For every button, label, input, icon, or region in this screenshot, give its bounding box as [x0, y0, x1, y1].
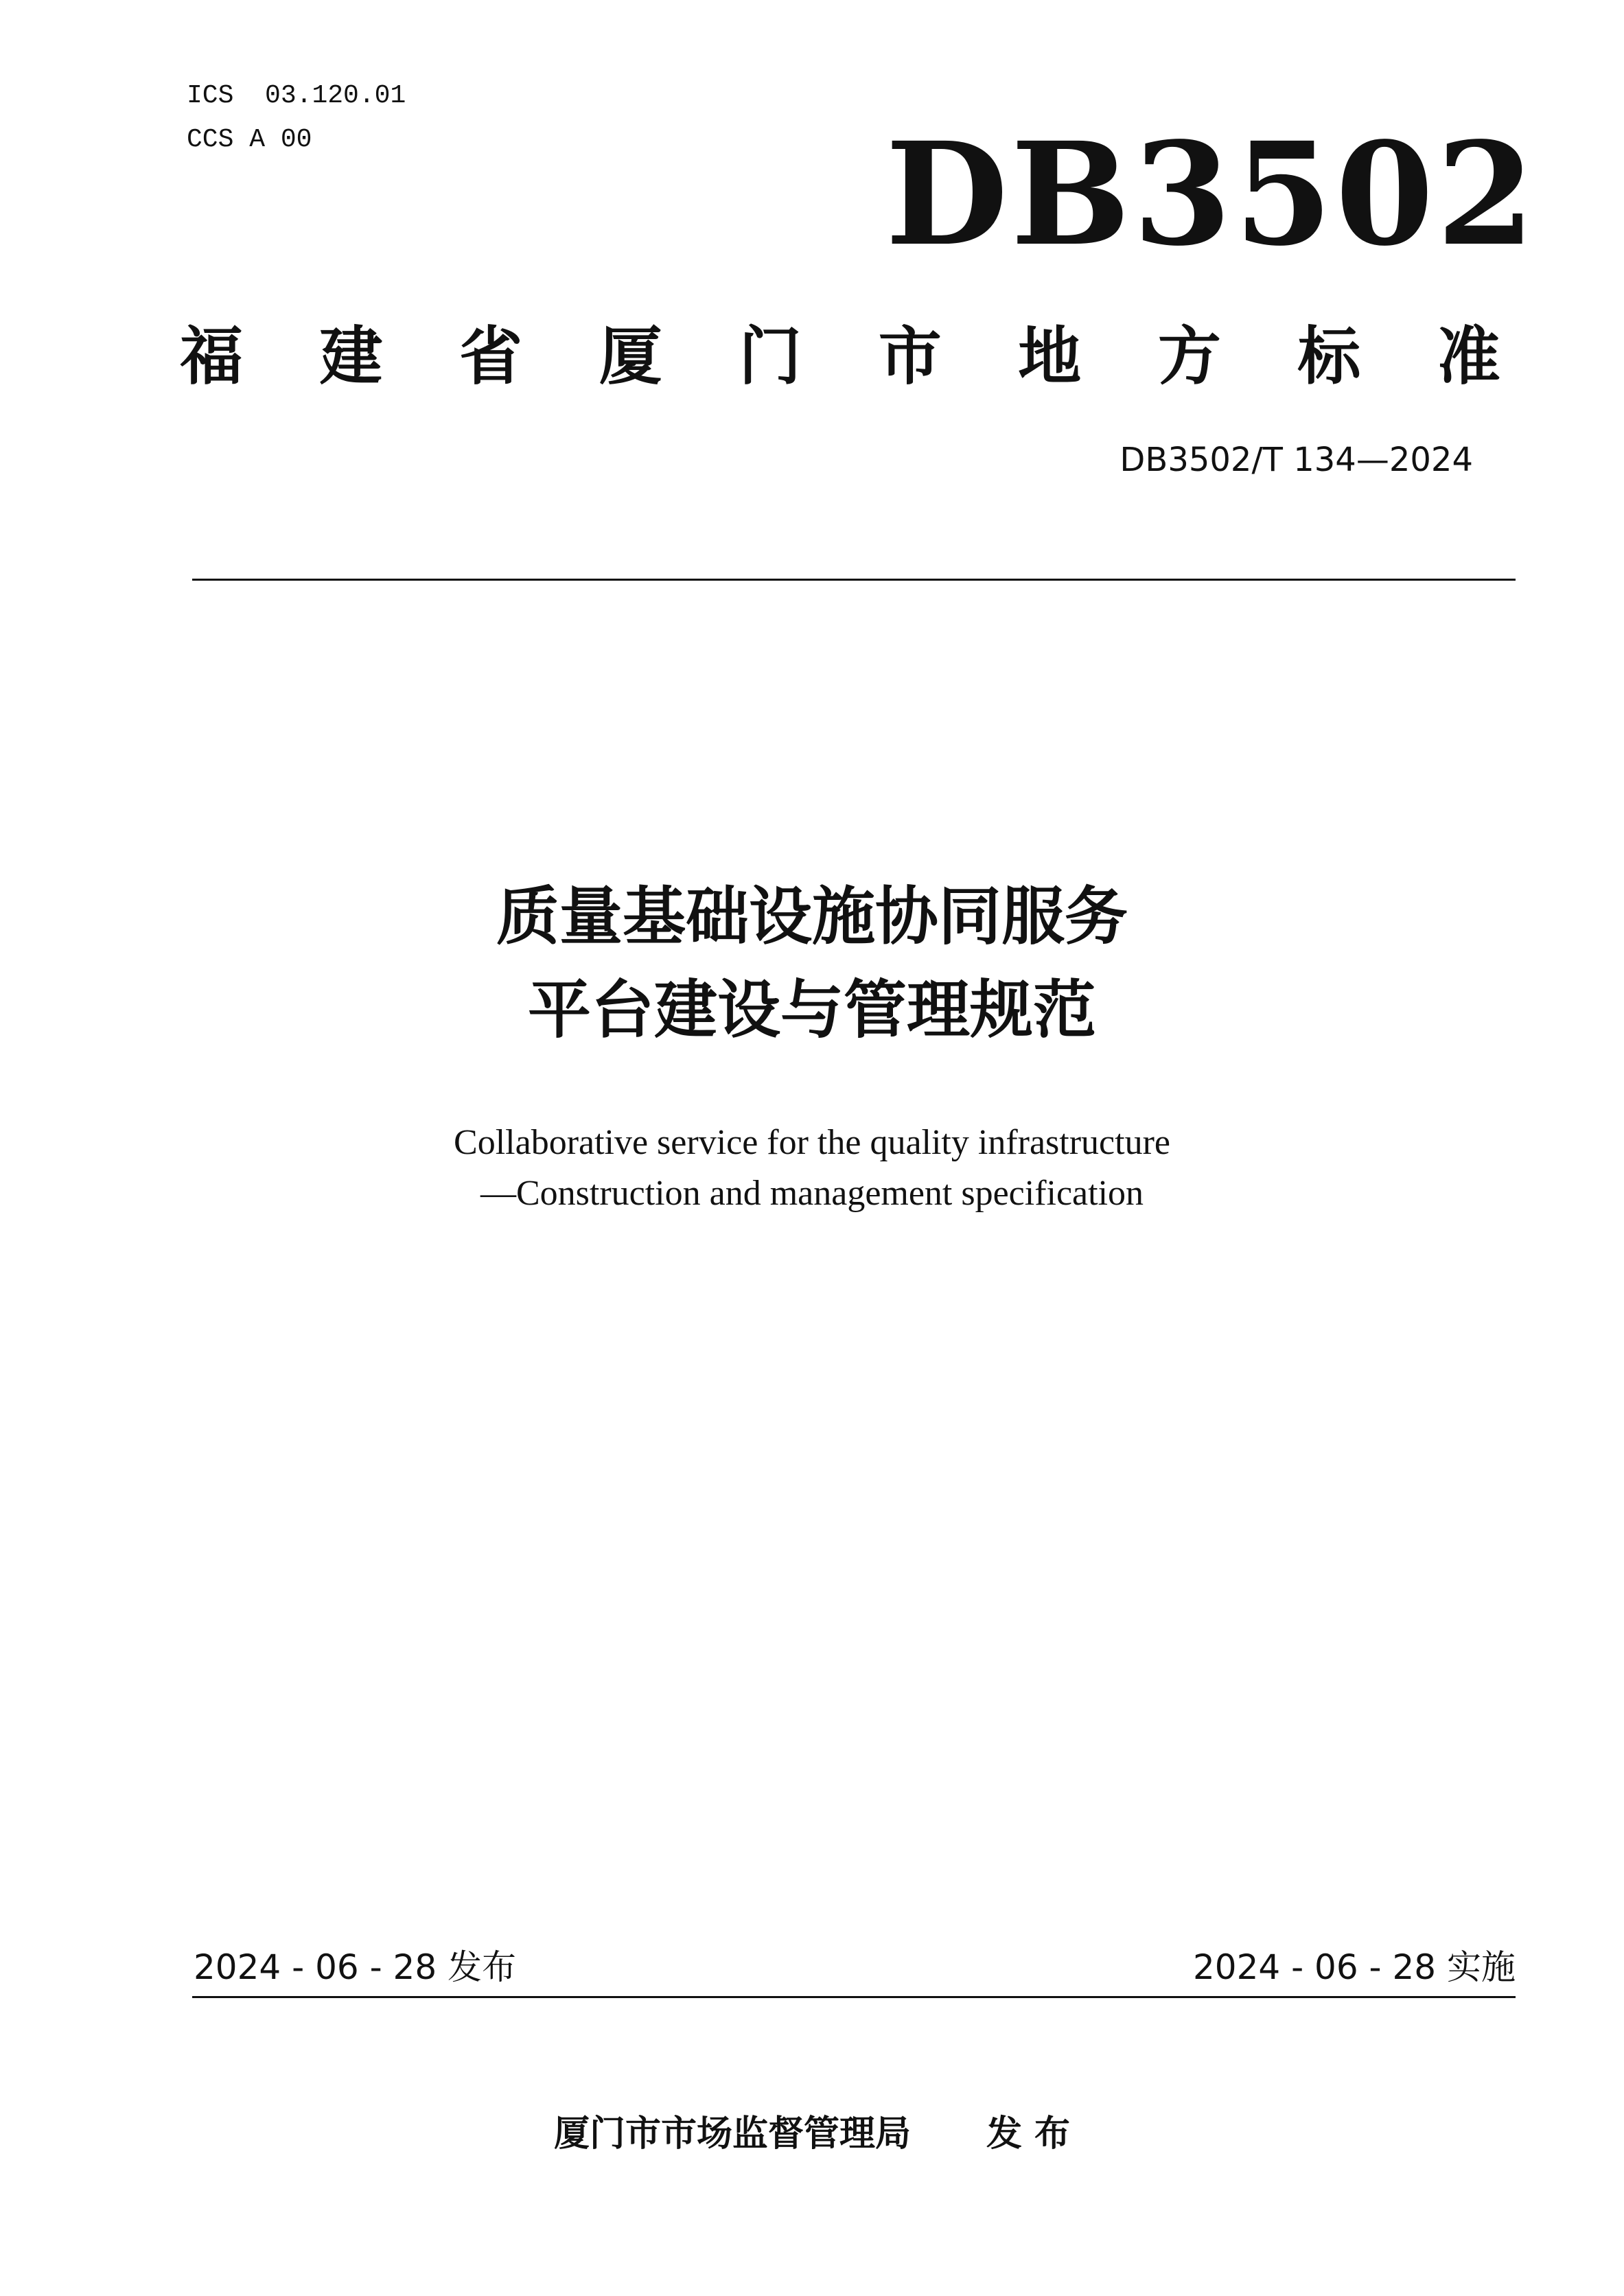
issuer-name: 厦门市市场监督管理局 [553, 2113, 911, 2155]
ccs-label: CCS [187, 125, 234, 154]
english-title-line-1: Collaborative service for the quality infrastructure [454, 1123, 1170, 1162]
chinese-title-line-1: 质量基础设施协同服务 [496, 880, 1128, 953]
english-title-line-2: —Construction and management specification [480, 1174, 1144, 1213]
ccs-row [187, 118, 406, 162]
standard-type-char: 地 [1018, 320, 1082, 393]
standard-type-char: 市 [878, 320, 942, 393]
standard-type-char: 准 [1437, 320, 1500, 393]
ics-code: 03.120.01 [265, 81, 406, 111]
issue-date: 2024 - 06 - 28 发布 [194, 1947, 517, 1987]
issuer-line [0, 2104, 1624, 2156]
chinese-title-line-2: 平台建设与管理规范 [527, 973, 1096, 1047]
chinese-title [0, 870, 1624, 1057]
issuer-action: 发 布 [986, 2113, 1071, 2155]
standard-type-char: 建 [319, 320, 383, 393]
english-title [0, 1117, 1624, 1219]
standard-type-char: 方 [1157, 320, 1221, 393]
standard-type-char: 省 [459, 320, 523, 393]
implementation-date: 2024 - 06 - 28 实施 [1192, 1947, 1516, 1987]
standard-type-char: 福 [180, 320, 244, 393]
standard-mark: DB3502 [885, 111, 1538, 277]
ccs-code: A 00 [249, 125, 312, 154]
header-divider [192, 579, 1516, 581]
footer-divider [192, 1996, 1516, 1998]
standard-number: DB3502/T 134—2024 [1120, 441, 1473, 479]
standard-type-char: 标 [1297, 320, 1361, 393]
standard-type-char: 门 [739, 320, 802, 393]
classification-codes [187, 74, 406, 162]
standard-type-heading [180, 310, 1500, 393]
ics-label: ICS [187, 81, 234, 111]
ics-row [187, 74, 406, 118]
standard-type-char: 厦 [599, 320, 662, 393]
